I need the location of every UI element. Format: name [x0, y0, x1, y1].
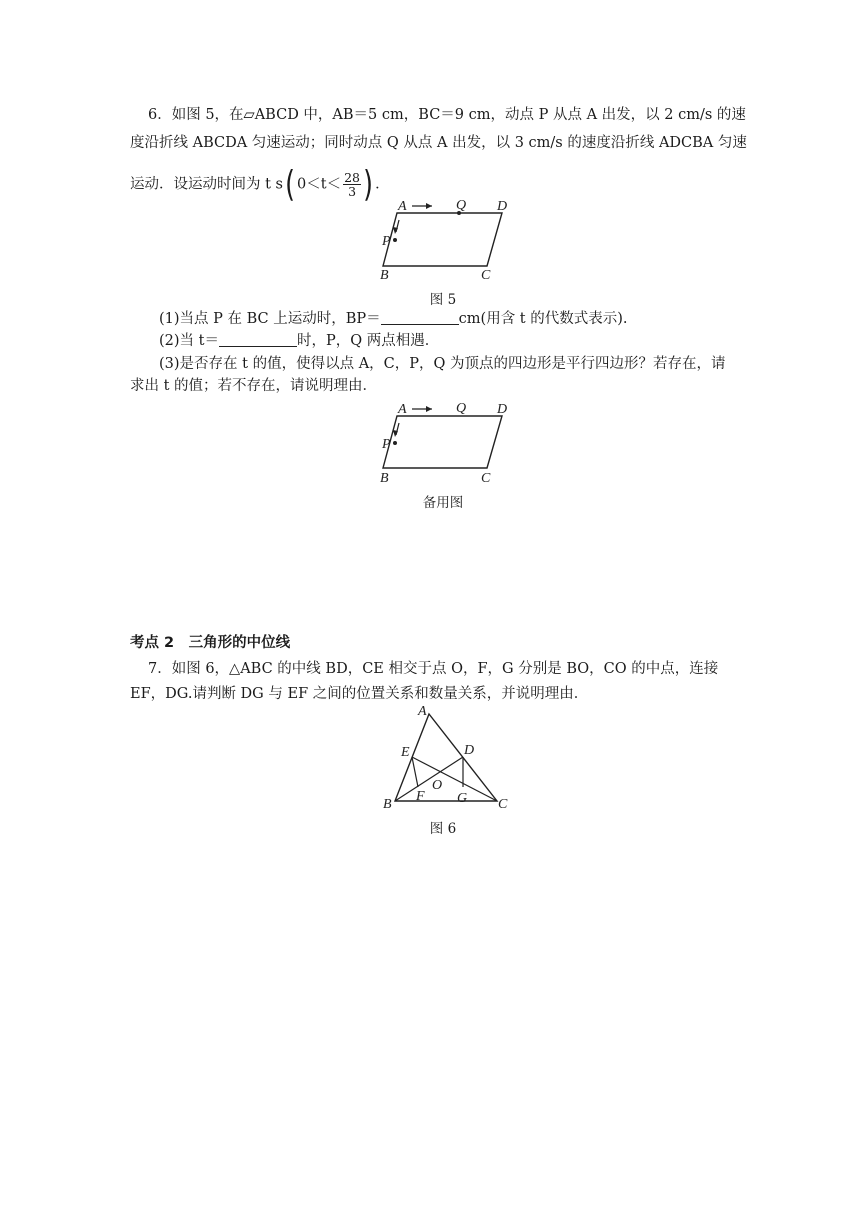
q7-line-1: 7．如图 6，△ABC 的中线 BD，CE 相交于点 O，F，G 分别是 BO，CO 的中点，连接: [148, 661, 719, 677]
backup-label-a: A: [398, 402, 407, 417]
fig5-label-d: D: [497, 199, 508, 214]
fig6-label-f: F: [416, 789, 425, 804]
figure-6-caption: 图 6: [429, 821, 457, 837]
q6-sub-3-line-1: (3)是否存在 t 的值，使得以点 A，C，P，Q 为顶点的四边形是平行四边形？若存在，请: [159, 356, 726, 372]
fig6-label-c: C: [498, 797, 508, 812]
left-brace: (: [285, 163, 295, 205]
q6-sub-1-suffix: cm(用含 t 的代数式表示).: [458, 311, 628, 327]
q7-line-2: EF，DG.请判断 DG 与 EF 之间的位置关系和数量关系，并说明理由．: [130, 686, 589, 702]
backup-label-c: C: [481, 471, 491, 486]
backup-label-p: P: [382, 437, 391, 452]
range-numerator: 28: [344, 170, 361, 185]
q6-line-2: 度沿折线 ABCDA 匀速运动；同时动点 Q 从点 A 出发，以 3 cm/s 的速度沿折线 ADCBA 匀速: [130, 135, 747, 151]
fig5-label-q: Q: [456, 198, 467, 213]
backup-label-b: B: [380, 471, 389, 486]
fig6-label-o: O: [432, 778, 443, 793]
section-heading: 考点 2 三角形的中位线: [130, 635, 291, 651]
q6-sub-3-line-2: 求出 t 的值；若不存在，请说明理由．: [130, 378, 378, 394]
range-left: 0＜t＜: [297, 176, 342, 193]
q6-sub-2-suffix: 时，P，Q 两点相遇．: [296, 333, 440, 349]
range-denominator: 3: [348, 184, 357, 199]
fig5-label-c: C: [481, 268, 491, 283]
q6-line-3-suffix: ．: [375, 176, 390, 193]
fig5-label-a: A: [398, 199, 407, 214]
q6-sub-1-prefix: (1)当点 P 在 BC 上运动时，BP＝: [159, 311, 381, 327]
figure-5-caption: 图 5: [429, 292, 457, 308]
fig6-label-e: E: [401, 745, 410, 760]
fig6-label-b: B: [383, 797, 392, 812]
backup-label-d: D: [497, 402, 508, 417]
fig5-label-b: B: [380, 268, 389, 283]
fig6-label-a: A: [418, 704, 427, 719]
fig6-label-d: D: [464, 743, 475, 758]
q6-sub-2-prefix: (2)当 t＝: [159, 333, 219, 349]
right-brace: ): [363, 163, 373, 205]
backup-figure-caption: 备用图: [422, 495, 464, 511]
fig5-label-p: P: [382, 234, 391, 249]
fig6-label-g: G: [457, 791, 468, 806]
backup-label-q: Q: [456, 401, 467, 416]
q6-line-1: 6．如图 5，在▱ABCD 中，AB＝5 cm，BC＝9 cm，动点 P 从点 A 出发，以 2 cm/s 的速: [148, 107, 746, 123]
q6-line-3-prefix: 运动．设运动时间为 t s: [130, 176, 283, 193]
